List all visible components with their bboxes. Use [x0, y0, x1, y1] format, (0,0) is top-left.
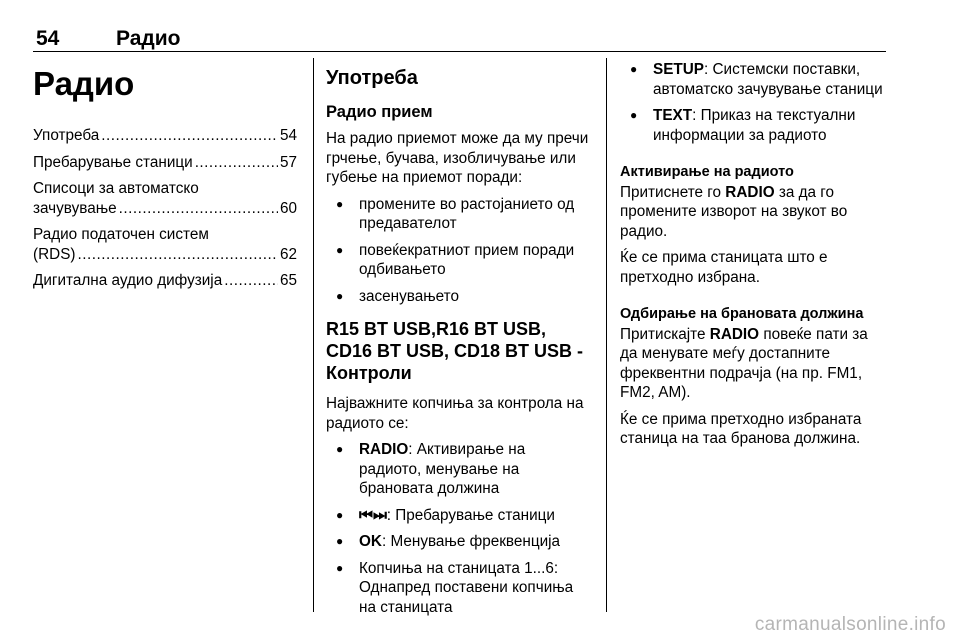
paragraph: Најважните копчиња за контрола на радиото се: [326, 395, 584, 432]
list-item: ● промените во растојанието од предавателот [326, 195, 591, 234]
header-rule [33, 51, 886, 52]
toc-leader [224, 271, 278, 291]
skip-back-forward-icon: ⏮ ⏭ [359, 506, 385, 524]
toc-leader [195, 153, 278, 173]
page-number: 54 [36, 27, 60, 50]
toc-entry[interactable] [33, 225, 297, 264]
toc-entry-page: 62 [279, 245, 297, 263]
toc-entry[interactable] [33, 153, 297, 173]
button-key-radio: RADIO [709, 325, 760, 343]
toc-entry-page: 57 [279, 153, 297, 171]
button-key-setup: SETUP [653, 61, 704, 78]
list-item: ● TEXT: Приказ на текстуални информации за радиото [620, 106, 885, 145]
button-key-radio: RADIO [725, 183, 775, 201]
list-item: ● RADIO: Активирање на радиото, менување на брановата должина [326, 440, 591, 499]
toc-entry-label: Употреба [33, 127, 100, 144]
paragraph: Притиснете го RADIO за да го промените изворот на звукот во радио. [620, 183, 848, 240]
paragraph: Ќе се прима станицата што е претходно избрана. [620, 249, 828, 286]
column-divider-2 [606, 58, 607, 612]
section-heading-controls: R15 BT USB,R16 BT USB, CD16 BT USB, CD18 BT USB - Контроли [326, 319, 584, 383]
toc-entry[interactable] [33, 271, 297, 291]
bullet-list [326, 440, 591, 617]
toc-entry-label: Пребарување станици [33, 153, 193, 171]
running-title: Радио [116, 27, 181, 50]
toc-entry-label: Радио податочен систем [33, 226, 209, 243]
column-toc [33, 60, 297, 298]
toc-entry-label-cont: зачувување [33, 199, 117, 217]
watermark: carmanualsonline.info [754, 614, 946, 635]
chapter-title: Радио [33, 65, 135, 102]
button-key-text: TEXT [653, 107, 693, 124]
paragraph: На радио приемот може да му пречи грчење, бучава, изобличување или губење на приемот поради: [326, 130, 589, 186]
toc-leader [78, 245, 278, 265]
section-title: Активирање на радиото [620, 164, 794, 180]
toc-leader [119, 199, 278, 219]
list-item: ● засенувањето [326, 287, 591, 307]
section-activate-radio [620, 163, 885, 287]
paragraph: Притискајте RADIO повеќе пати за да менувате меѓу достапните фреквентни подрачја (на пр. FM1, FM2, AM). [620, 325, 868, 401]
toc-entry-page: 65 [279, 272, 297, 289]
bullet-list [620, 60, 885, 145]
list-item: ● повеќекратниот прием поради одбивањето [326, 241, 591, 280]
section-title: Одбирање на брановата должина [620, 306, 864, 322]
column-activation [620, 60, 885, 456]
toc-entry-label: Дигитална аудио дифузија [33, 272, 223, 289]
toc-entry-page: 54 [279, 127, 297, 144]
button-key-ok: OK [359, 533, 382, 550]
toc-entry[interactable] [33, 179, 297, 218]
section-heading: Употреба [326, 67, 418, 89]
bullet-list [326, 195, 591, 307]
list-item: ● SETUP: Системски поставки, автоматско зачувување станици [620, 60, 885, 99]
button-key-radio: RADIO [359, 441, 409, 458]
list-item: ● ⏮ ⏭ : Пребарување станици [326, 506, 591, 526]
list-item: ● OK: Менување фреквенција [326, 532, 591, 552]
column-divider-1 [313, 58, 314, 612]
section-select-band [620, 305, 885, 449]
toc-entry-page: 60 [279, 199, 297, 217]
toc-leader [101, 126, 278, 146]
toc-entry-label: Списоци за автоматско [33, 180, 199, 197]
column-usage [326, 60, 591, 625]
subsection-heading: Радио прием [326, 103, 433, 121]
toc-entry-label-cont: (RDS) [33, 245, 76, 263]
list-item: ● Копчиња на станицата 1...6: Однапред поставени копчиња на станицата [326, 559, 591, 618]
toc-entry[interactable] [33, 126, 297, 146]
paragraph: Ќе се прима претходно избраната станица на таа бранова должина. [620, 410, 862, 447]
